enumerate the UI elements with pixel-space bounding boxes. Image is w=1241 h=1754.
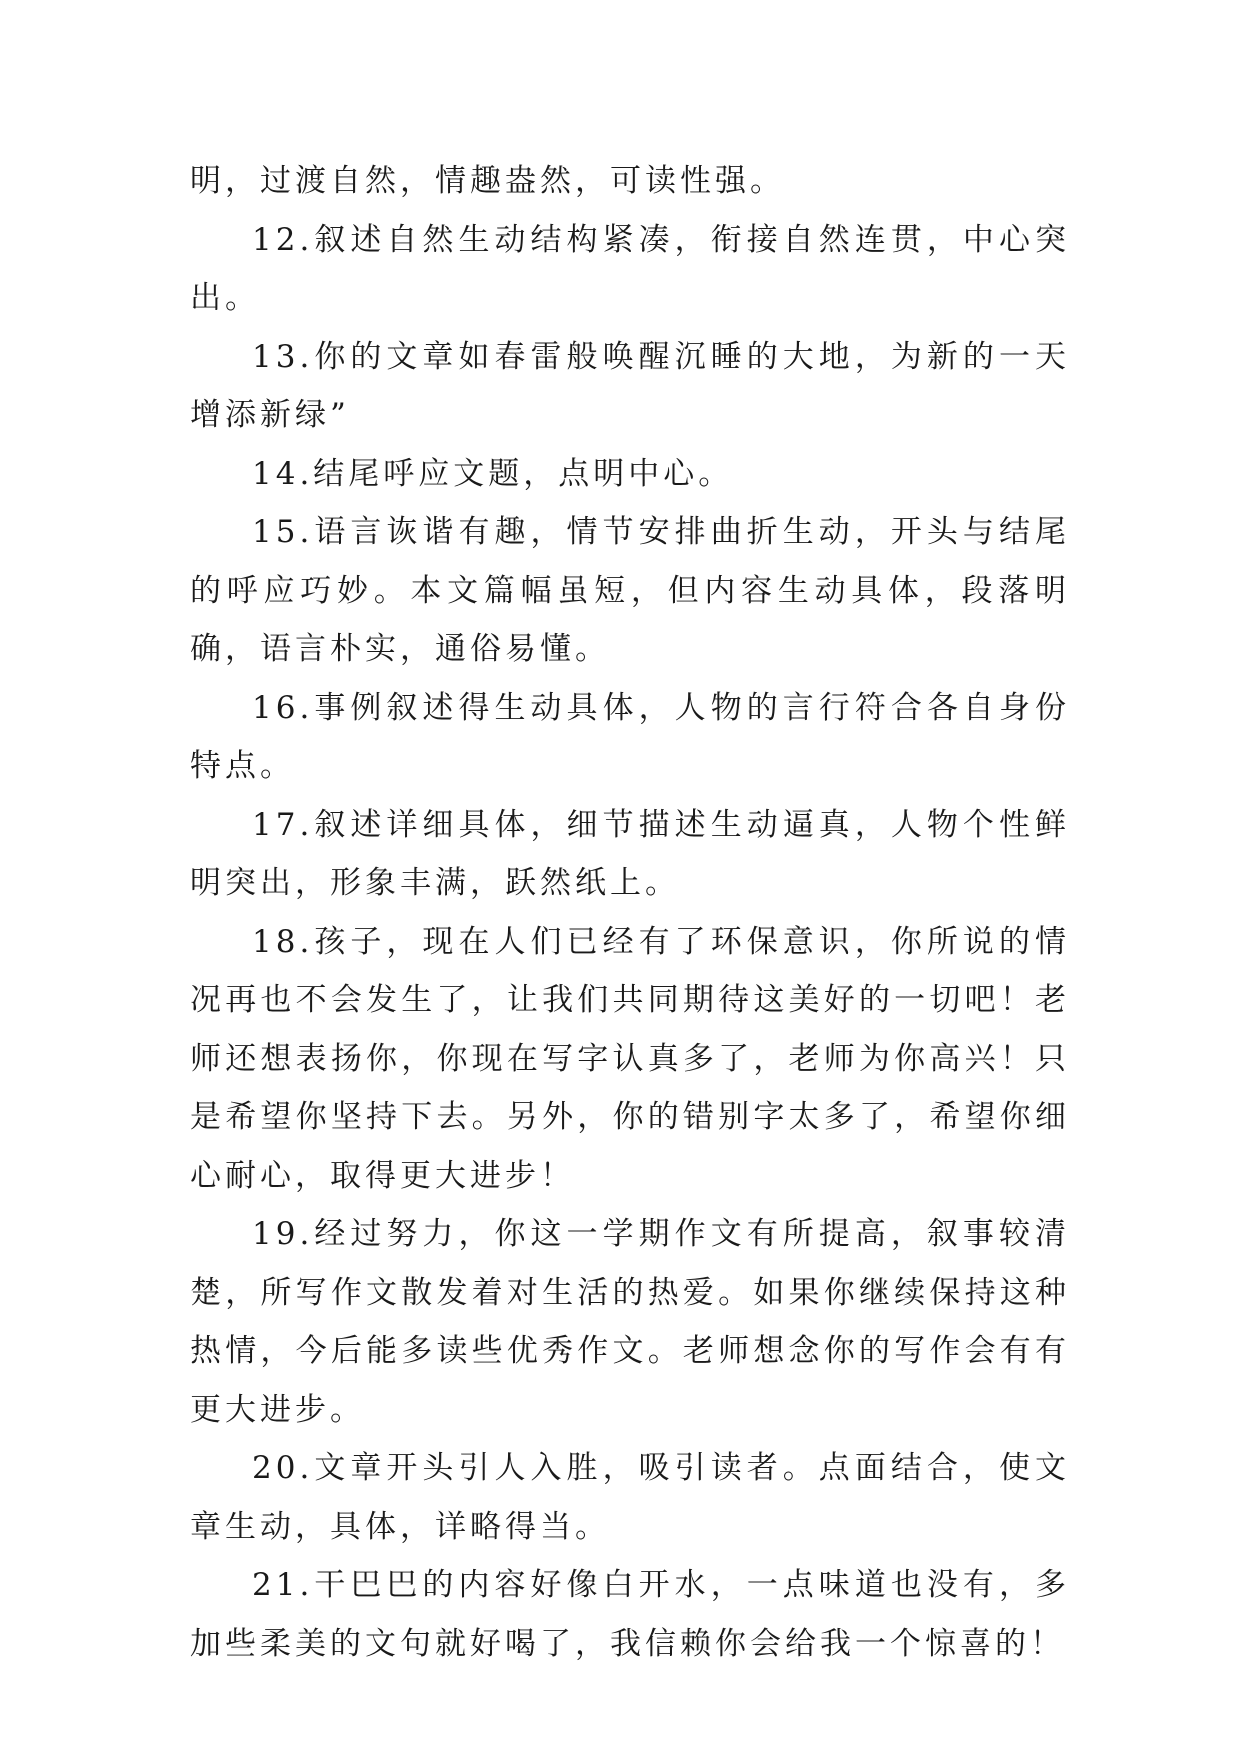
paragraph-21: 21.干巴巴的内容好像白开水，一点味道也没有，多加些柔美的文句就好喝了，我信赖你会给我一个惊喜的！ — [190, 1567, 1070, 1662]
paragraph-15: 15.语言诙谐有趣，情节安排曲折生动，开头与结尾的呼应巧妙。本文篇幅虽短，但内容生动具体，段落明确，语言朴实，通俗易懂。 — [190, 514, 1070, 667]
paragraph-18: 18.孩子，现在人们已经有了环保意识，你所说的情况再也不会发生了，让我们共同期待这美好的一切吧！老师还想表扬你，你现在写字认真多了，老师为你高兴！只是希望你坚持下去。另外，你的错别字太多了，希望你细心耐心，取得更大进步！ — [190, 923, 1070, 1194]
paragraph-continued: 明，过渡自然，情趣盎然，可读性强。 — [190, 163, 785, 199]
paragraph-17: 17.叙述详细具体，细节描述生动逼真，人物个性鲜明突出，形象丰满，跃然纸上。 — [190, 806, 1070, 901]
paragraph-14: 14.结尾呼应文题，点明中心。 — [252, 455, 734, 492]
paragraph-20: 20.文章开头引人入胜，吸引读者。点面结合，使文章生动，具体，详略得当。 — [190, 1450, 1070, 1545]
paragraph-12: 12.叙述自然生动结构紧凑，衔接自然连贯，中心突出。 — [190, 221, 1070, 316]
paragraph-13: 13.你的文章如春雷般唤醒沉睡的大地，为新的一天增添新绿” — [190, 338, 1070, 433]
paragraph-16: 16.事例叙述得生动具体，人物的言行符合各自身份特点。 — [190, 689, 1070, 784]
document-body — [190, 152, 1070, 1673]
paragraph-19: 19.经过努力，你这一学期作文有所提高，叙事较清楚，所写作文散发着对生活的热爱。如果你继续保持这种热情，今后能多读些优秀作文。老师想念你的写作会有有更大进步。 — [190, 1216, 1070, 1428]
